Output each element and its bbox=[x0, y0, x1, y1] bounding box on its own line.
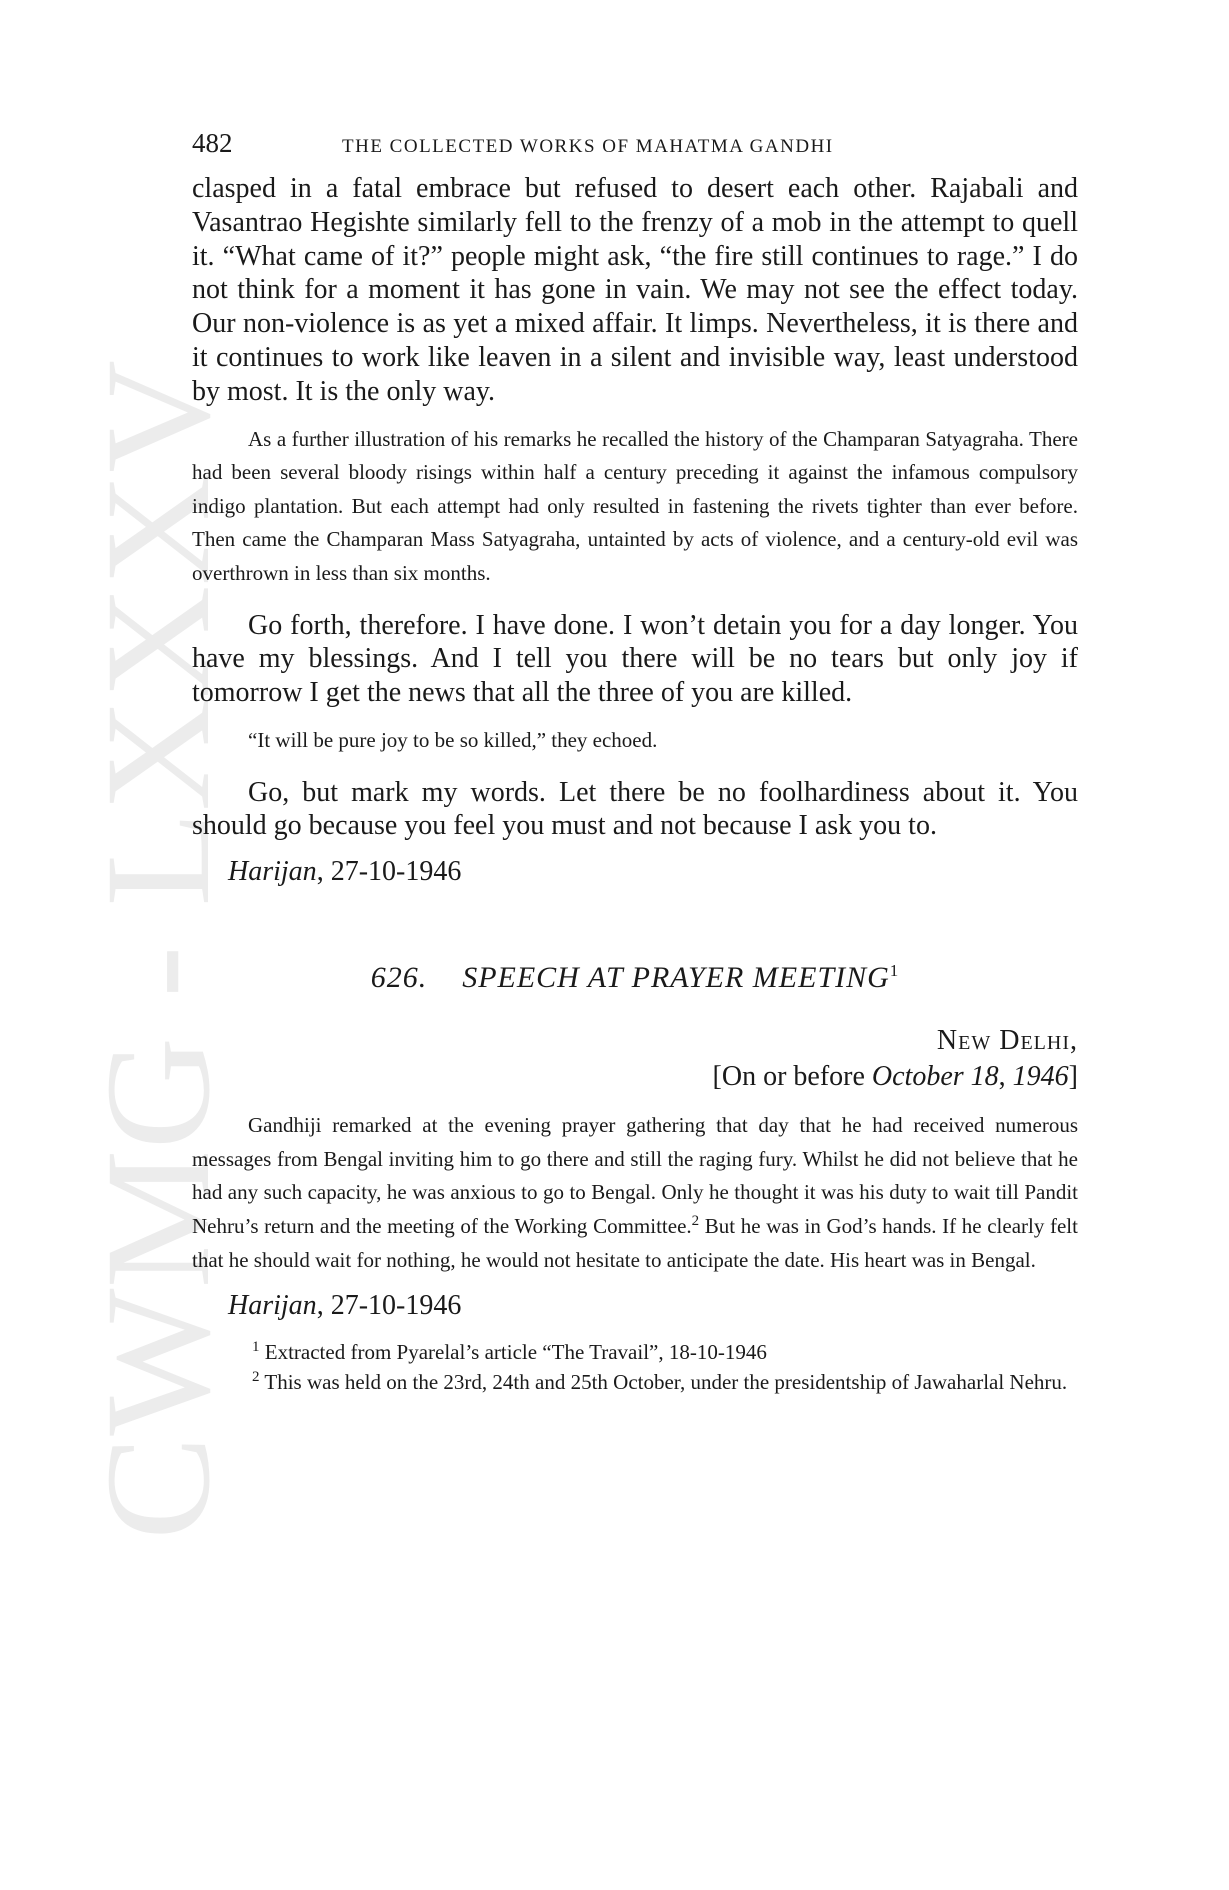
footnote bbox=[192, 1367, 1078, 1397]
place-name: New Delhi, bbox=[936, 1025, 1078, 1057]
source-name: Harijan bbox=[228, 1290, 317, 1322]
running-head bbox=[192, 128, 1078, 172]
date-sep: , bbox=[998, 1061, 1013, 1093]
date-prefix: [On or before bbox=[712, 1061, 872, 1093]
dateline-place bbox=[192, 1023, 1078, 1059]
report-paragraph bbox=[192, 1109, 1078, 1277]
footnote-ref: 1 bbox=[889, 961, 900, 981]
item-heading bbox=[192, 961, 1078, 995]
source-name: Harijan bbox=[228, 856, 317, 888]
body-paragraph: Go, but mark my words. Let there be no foolhardiness about it. You should go because you feel you must and not because I ask you to. bbox=[192, 776, 1078, 842]
watermark-text: CWMG - LXXXV bbox=[75, 406, 241, 1540]
footnote-ref: 2 bbox=[691, 1212, 700, 1229]
footnote bbox=[192, 1337, 1078, 1367]
book-title: THE COLLECTED WORKS OF MAHATMA GANDHI bbox=[342, 136, 834, 157]
source-citation bbox=[228, 855, 1078, 889]
item-number: 626. bbox=[370, 961, 428, 995]
report-text: But he was in God’s hands. If he clearly felt that he should wait for nothing, he would not hesitate to anticipate the date. His heart was in Bengal. bbox=[192, 1213, 1078, 1272]
date-year: 1946 bbox=[1012, 1061, 1069, 1093]
editor-note: “It will be pure joy to be so killed,” they echoed. bbox=[248, 727, 658, 752]
footnote-text: This was held on the 23rd, 24th and 25th October, under the presidentship of Jawaharlal Nehru. bbox=[259, 1370, 1068, 1395]
source-date: , 27-10-1946 bbox=[316, 856, 462, 888]
footnotes bbox=[192, 1337, 1078, 1397]
source-date: , 27-10-1946 bbox=[316, 1290, 462, 1322]
body-paragraph: Go forth, therefore. I have done. I won’t detain you for a day longer. You have my blessings. And I tell you there will be no tears but only joy if tomorrow I get the news that all the three of you are killed. bbox=[192, 609, 1078, 709]
dateline-date bbox=[192, 1059, 1078, 1095]
date-suffix: ] bbox=[1068, 1061, 1078, 1093]
page-number: 482 bbox=[192, 128, 233, 158]
item-title: SPEECH AT PRAYER MEETING bbox=[462, 961, 890, 995]
footnote-mark: 2 bbox=[252, 1369, 260, 1386]
footnote-mark: 1 bbox=[252, 1339, 260, 1356]
page-content bbox=[192, 128, 1078, 1397]
editor-note: As a further illustration of his remarks he recalled the history of the Champaran Satyagraha. There had been several bloody risings within half a century preceding it against the infamous compulsory indigo plantation. But each attempt had only resulted in fastening the rivets tighter than ever before. Then came the Champaran Mass Satyagraha, untainted by acts of violence, and a century-old evil was overthrown in less than six months. bbox=[192, 426, 1078, 585]
footnote-text: Extracted from Pyarelal’s article “The Travail”, 18-10-1946 bbox=[259, 1340, 767, 1365]
body-paragraph: clasped in a fatal embrace but refused to desert each other. Rajabali and Vasantrao Hegishte similarly fell to the frenzy of a mob in the attempt to quell it. “What came of it?” people might ask, “the fire still continues to rage.” I do not think for a moment it has gone in vain. We may not see the effect today. Our non-violence is as yet a mixed affair. It limps. Nevertheless, it is there and it continues to work like leaven in a silent and invisible way, least understood by most. It is the only way. bbox=[192, 173, 1078, 407]
source-citation bbox=[228, 1289, 1078, 1323]
date-month: October 18 bbox=[871, 1061, 999, 1093]
report-text: Gandhiji remarked at the evening prayer gathering that day that he had received numerous messages from Bengal inviting him to go there and still the raging fury. Whilst he did not believe that he had any such capacity, he was anxious to go to Bengal. Only he thought it was his duty to wait till Pandit Nehru’s return and the meeting of the Working Committee. bbox=[192, 1113, 1078, 1238]
